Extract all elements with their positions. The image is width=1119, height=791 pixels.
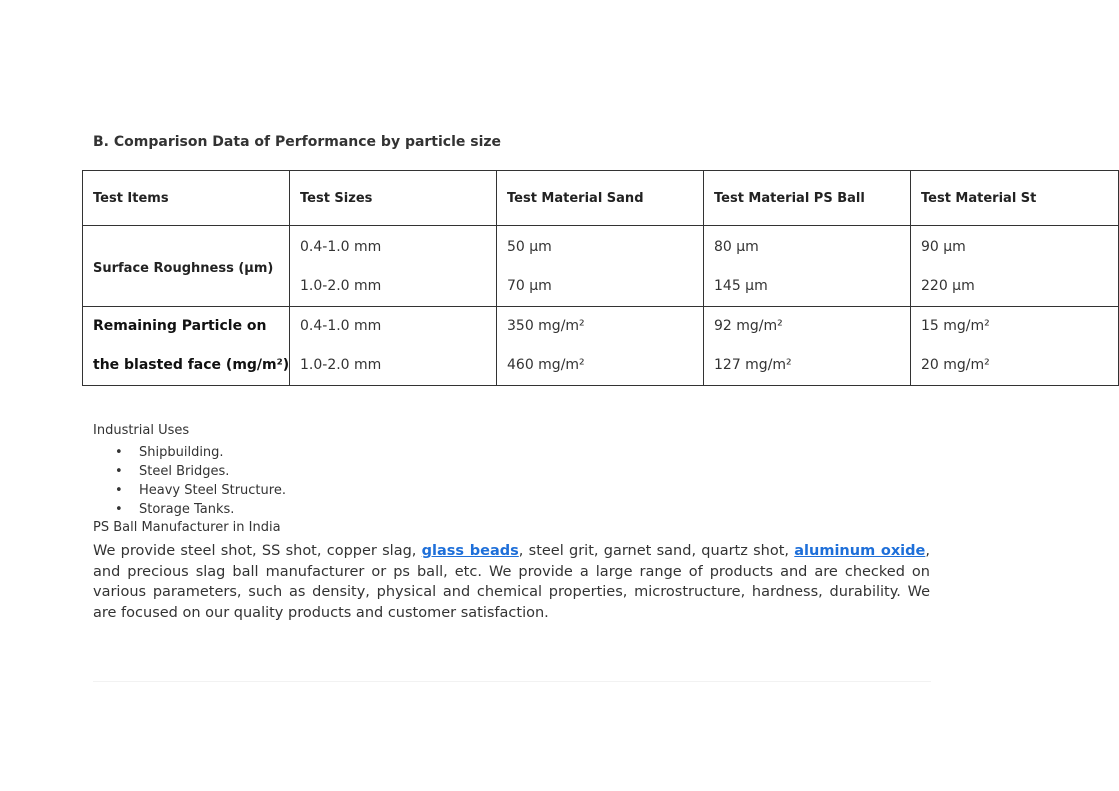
manufacturer-paragraph <box>93 541 930 624</box>
ps-ball-value: 92 mg/m² <box>714 318 783 334</box>
comparison-table <box>82 170 1119 386</box>
header-material-sand: Test Material Sand <box>497 171 704 226</box>
paragraph-text: We provide steel shot, SS shot, copper slag, <box>93 543 422 559</box>
industrial-uses-list <box>93 443 286 519</box>
bullet-icon: • <box>115 445 123 460</box>
row-item-label-line1: Remaining Particle on <box>93 318 267 334</box>
header-test-items: Test Items <box>83 171 290 226</box>
steel-value: 15 mg/m² <box>921 318 990 334</box>
table-header-row <box>83 171 1119 226</box>
row-item-label-line2: the blasted face (mg/m²) <box>93 357 290 373</box>
list-item-label: Storage Tanks. <box>139 502 235 517</box>
ps-ball-cell <box>704 307 911 386</box>
bullet-icon: • <box>115 483 123 498</box>
steel-cell <box>911 226 1119 307</box>
sand-value: 70 μm <box>507 278 552 294</box>
sand-cell <box>497 226 704 307</box>
bullet-icon: • <box>115 464 123 479</box>
ps-ball-value: 127 mg/m² <box>714 357 792 373</box>
glass-beads-link[interactable]: glass beads <box>421 543 519 559</box>
bullet-icon: • <box>115 502 123 517</box>
size-value: 0.4-1.0 mm <box>300 318 382 334</box>
list-item-label: Shipbuilding. <box>139 445 224 460</box>
table-row <box>83 307 1119 386</box>
manufacturer-title: PS Ball Manufacturer in India <box>93 520 281 535</box>
paragraph-text: , and precious slag ball manufacturer or ps ball, etc. We provide a large range of products and are checked on various parameters, such as density, physical and chemical properties, microstructure, hardness, durability. We are focused on our quality products and customer satisfaction. <box>93 543 930 622</box>
sand-value: 50 μm <box>507 239 552 255</box>
sizes-cell <box>290 226 497 307</box>
size-value: 0.4-1.0 mm <box>300 239 382 255</box>
sand-value: 460 mg/m² <box>507 357 585 373</box>
divider <box>93 681 931 682</box>
ps-ball-value: 80 μm <box>714 239 759 255</box>
size-value: 1.0-2.0 mm <box>300 357 382 373</box>
list-item <box>93 443 286 462</box>
list-item-label: Steel Bridges. <box>139 464 230 479</box>
header-test-sizes: Test Sizes <box>290 171 497 226</box>
steel-value: 90 μm <box>921 239 966 255</box>
steel-value: 20 mg/m² <box>921 357 990 373</box>
sand-value: 350 mg/m² <box>507 318 585 334</box>
section-heading: B. Comparison Data of Performance by particle size <box>93 134 502 150</box>
row-item-label: Surface Roughness (μm) <box>93 260 274 276</box>
list-item <box>93 462 286 481</box>
steel-cell <box>911 307 1119 386</box>
list-item <box>93 481 286 500</box>
list-item-label: Heavy Steel Structure. <box>139 483 286 498</box>
aluminum-oxide-link[interactable]: aluminum oxide <box>794 543 926 559</box>
sand-cell <box>497 307 704 386</box>
table-row <box>83 226 1119 307</box>
industrial-uses-title: Industrial Uses <box>93 423 190 438</box>
list-item <box>93 500 286 519</box>
comparison-table-container <box>82 170 1037 386</box>
ps-ball-value: 145 μm <box>714 278 768 294</box>
row-item-cell <box>83 307 290 386</box>
row-item-cell <box>83 226 290 307</box>
ps-ball-cell <box>704 226 911 307</box>
header-material-steel: Test Material St <box>911 171 1119 226</box>
sizes-cell <box>290 307 497 386</box>
size-value: 1.0-2.0 mm <box>300 278 382 294</box>
header-material-ps-ball: Test Material PS Ball <box>704 171 911 226</box>
paragraph-text: , steel grit, garnet sand, quartz shot, <box>518 543 795 559</box>
steel-value: 220 μm <box>921 278 975 294</box>
